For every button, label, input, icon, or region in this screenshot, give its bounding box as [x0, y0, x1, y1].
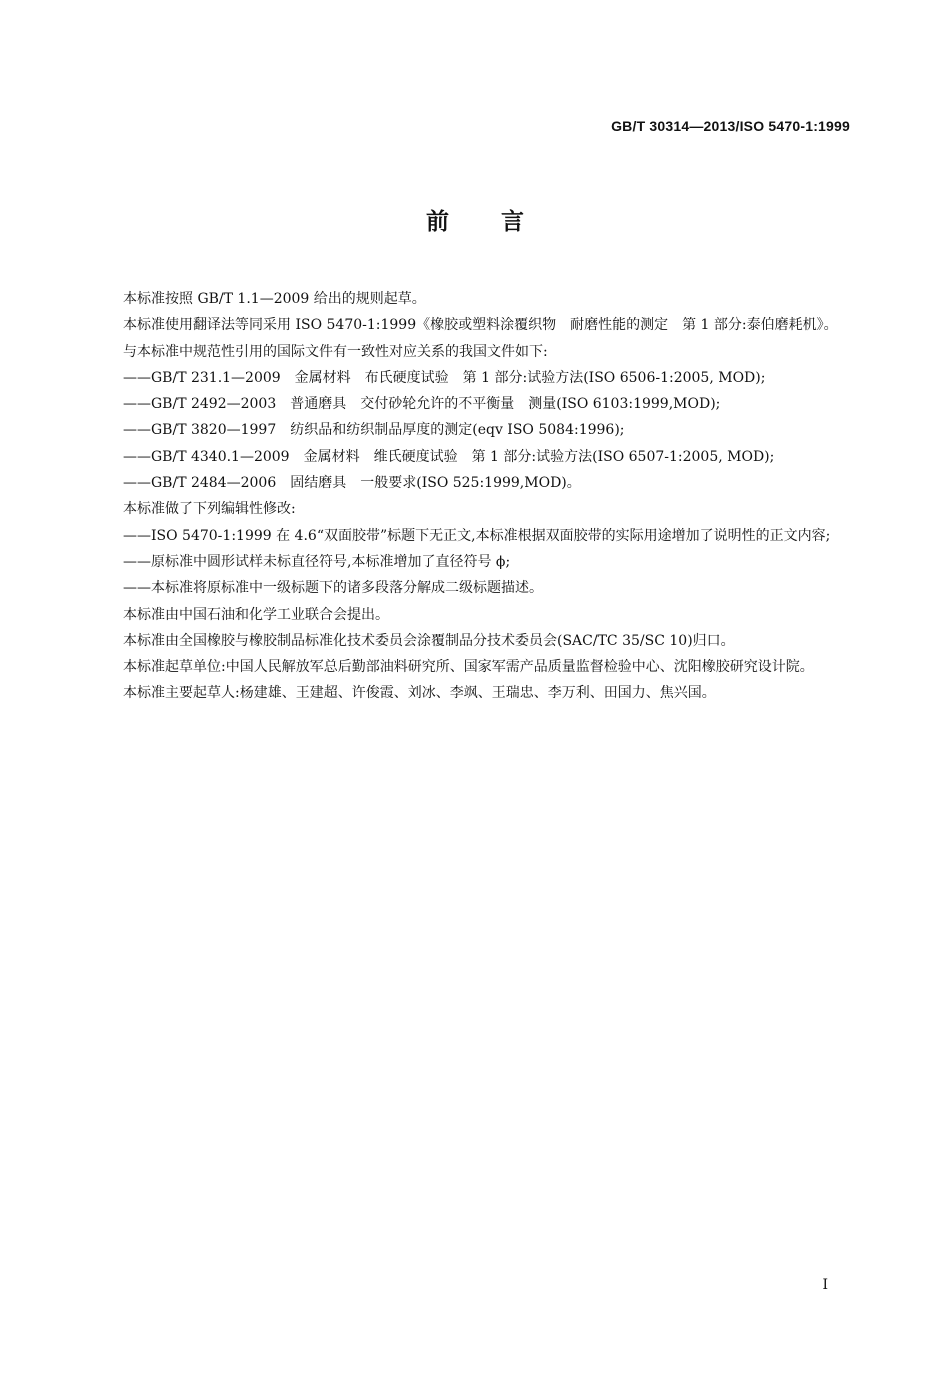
title-char-1: 前 [426, 209, 449, 235]
reference-item: ——GB/T 2484—2006 固结磨具 一般要求(ISO 525:1999,MOD)。 [123, 475, 581, 492]
paragraph-drafting-rules: 本标准按照 GB/T 1.1—2009 给出的规则起草。 [123, 291, 426, 307]
change-item: ——原标准中圆形试样未标直径符号,本标准增加了直径符号 ϕ; [123, 553, 511, 570]
paragraph-changes-intro: 本标准做了下列编辑性修改: [123, 501, 296, 518]
reference-item: ——GB/T 4340.1—2009 金属材料 维氏硬度试验 第 1 部分:试验方法(ISO 6507-1:2005, MOD); [123, 448, 775, 465]
change-item: ——ISO 5470-1:1999 在 4.6“双面胶带”标题下无正文,本标准根据双面胶带的实际用途增加了说明性的正文内容; [123, 527, 831, 544]
paragraph-references-intro: 与本标准中规范性引用的国际文件有一致性对应关系的我国文件如下: [123, 343, 548, 360]
paragraph-administered-by: 本标准由全国橡胶与橡胶制品标准化技术委员会涂覆制品分技术委员会(SAC/TC 35/SC 10)归口。 [123, 632, 735, 649]
page-number: I [822, 1277, 828, 1293]
paragraph-drafters: 本标准主要起草人:杨建雄、王建超、许俊霞、刘冰、李飒、王瑞忠、李万利、田国力、焦兴国。 [123, 685, 716, 702]
paragraph-drafting-units: 本标准起草单位:中国人民解放军总后勤部油料研究所、国家军需产品质量监督检验中心、沈阳橡胶研究设计院。 [123, 659, 814, 676]
reference-item: ——GB/T 231.1—2009 金属材料 布氏硬度试验 第 1 部分:试验方法(ISO 6506-1:2005, MOD); [123, 369, 766, 386]
preface-body [90, 286, 852, 707]
reference-item: ——GB/T 2492—2003 普通磨具 交付砂轮允许的不平衡量 测量(ISO 6103:1999,MOD); [123, 396, 721, 413]
title-char-2: 言 [501, 209, 524, 235]
page-title [0, 203, 950, 236]
change-item: ——本标准将原标准中一级标题下的诸多段落分解成二级标题描述。 [123, 580, 543, 597]
reference-item: ——GB/T 3820—1997 纺织品和纺织制品厚度的测定(eqv ISO 5084:1996); [123, 422, 625, 439]
standard-code: GB/T 30314—2013/ISO 5470-1:1999 [611, 118, 850, 134]
paragraph-adoption: 本标准使用翻译法等同采用 ISO 5470-1:1999《橡胶或塑料涂覆织物 耐磨性能的测定 第 1 部分:泰伯磨耗机》。 [123, 317, 838, 334]
paragraph-proposed-by: 本标准由中国石油和化学工业联合会提出。 [123, 606, 389, 623]
